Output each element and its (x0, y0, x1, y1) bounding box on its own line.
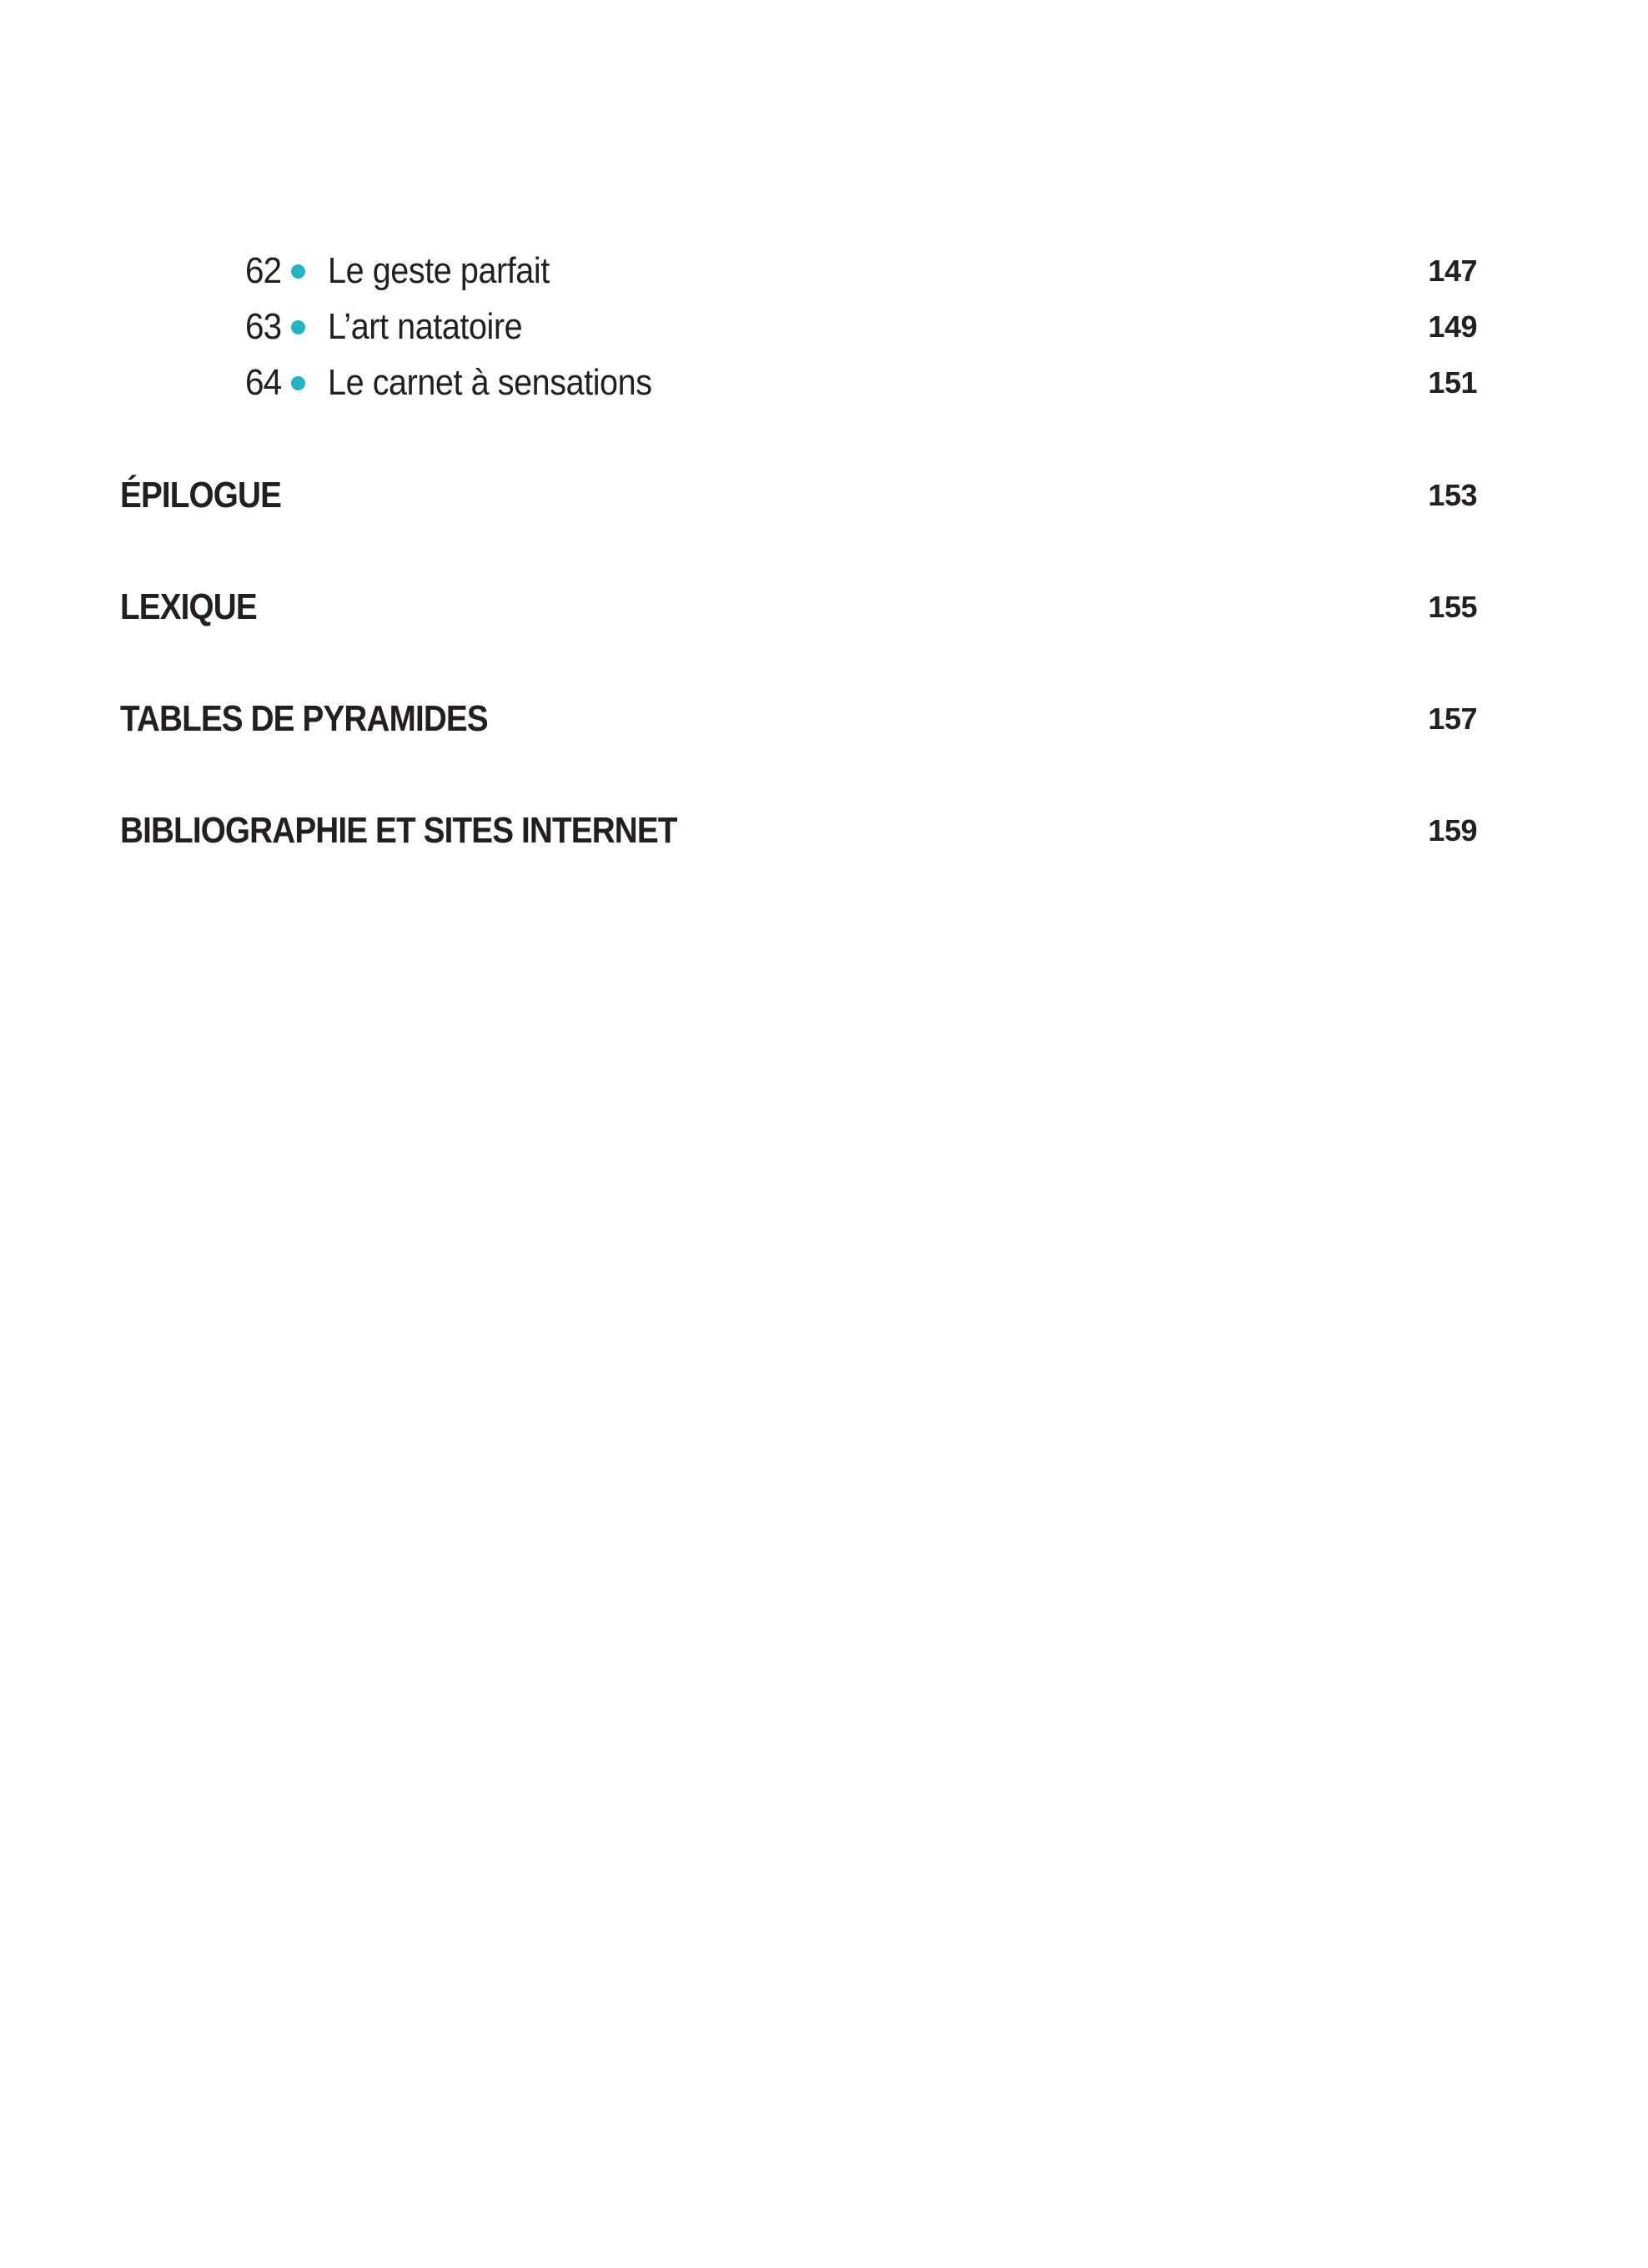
section-title: ÉPILOGUE (120, 475, 282, 515)
chapter-title: Le carnet à sensations (328, 362, 652, 403)
chapter-title: Le geste parfait (328, 250, 550, 291)
section-title: LEXIQUE (120, 586, 257, 627)
page-number: 155 (1428, 590, 1477, 624)
section-title: TABLES DE PYRAMIDES (120, 698, 488, 739)
toc-section-epilogue[interactable] (0, 468, 1648, 523)
bullet-dot-icon (291, 376, 305, 390)
page-number: 157 (1428, 702, 1477, 736)
chapter-number: 62 (245, 250, 282, 291)
toc-subentry[interactable] (0, 299, 1648, 355)
page-number: 151 (1428, 365, 1477, 400)
page-number: 153 (1428, 478, 1477, 512)
page-number: 159 (1428, 813, 1477, 847)
chapter-number: 64 (245, 362, 282, 403)
chapter-title: L’art natatoire (328, 306, 523, 347)
bullet-dot-icon (291, 320, 305, 334)
page-number: 149 (1428, 309, 1477, 344)
toc-section-lexique[interactable] (0, 580, 1648, 635)
toc-section-bibliographie[interactable] (0, 803, 1648, 858)
toc-subentry[interactable] (0, 244, 1648, 299)
section-title: BIBLIOGRAPHIE ET SITES INTERNET (120, 810, 677, 851)
chapter-number: 63 (245, 306, 282, 347)
toc-section-tables[interactable] (0, 691, 1648, 747)
page-number: 147 (1428, 254, 1477, 288)
bullet-dot-icon (291, 264, 305, 279)
toc-subentry[interactable] (0, 355, 1648, 410)
